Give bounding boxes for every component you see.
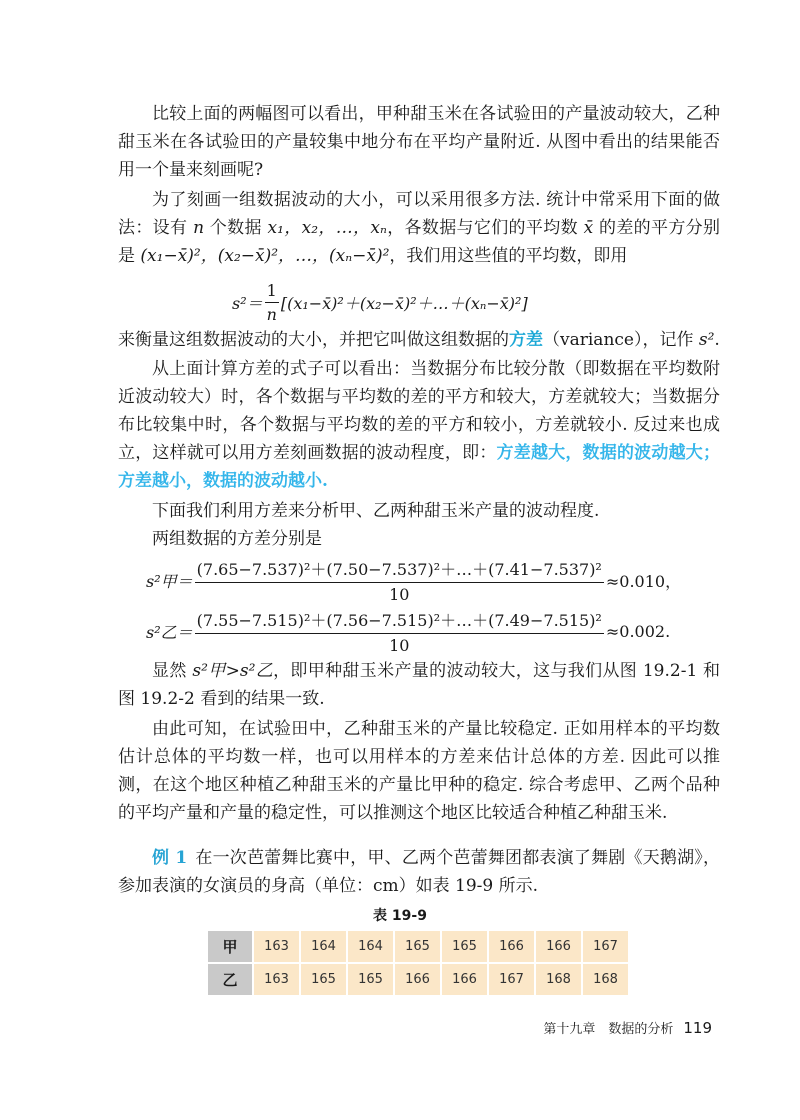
table-cell: 168 <box>583 964 630 997</box>
paragraph-definition: 为了刻画一组数据波动的大小，可以采用很多方法. 统计中常采用下面的做法：设有 n 个数据 x₁，x₂，…，xₙ，各数据与它们的平均数 x̄ 的差的平方分别是 (x₁−x̄)²，(x₂−x̄)²，…，(xₙ−x̄)²，我们用这些值的平均数，即用 <box>118 190 721 266</box>
table-cell: 164 <box>348 931 395 964</box>
paragraph-comparison-result: 显然 s²甲>s²乙，即甲种甜玉米产量的波动较大，这与我们从图 19.2-1 和图 19.2-2 看到的结果一致. <box>118 661 721 709</box>
variance-yi-formula: s²乙＝ $\frac{\text{(7.55−7.515)²＋(7.56−7.515)²＋…＋(7.49−7.515)²}}{10}$ ≈0.002. <box>146 608 670 655</box>
table-cell: 165 <box>348 964 395 997</box>
table-row <box>208 964 630 997</box>
paragraph-conclusion: 由此可知，在试验田中，乙种甜玉米的产量比较稳定. 正如用样本的平均数估计总体的平均数一样，也可以用样本的方差来估计总体的方差. 因此可以推测，在这个地区种植乙种甜玉米的产量比甲种的稳定. 综合考虑甲、乙两个品种的平均产量和产量的稳定性，可以推测这个地区比较适合种植乙种甜玉米. <box>118 719 720 823</box>
table-cell: 166 <box>442 964 489 997</box>
variance-jia-formula: s²甲＝ $\frac{\text{(7.65−7.537)²＋(7.50−7.537)²＋…＋(7.41−7.537)²}}{10}$ ≈0.010， <box>146 557 681 604</box>
variance-jia-fraction: $\frac{\text{(7.65−7.537)²＋(7.50−7.537)²＋…＋(7.41−7.537)²}}{10}$ <box>196 560 602 604</box>
variance-fraction: $\frac{1}{n}$ <box>266 281 277 324</box>
example-1: 例 1 在一次芭蕾舞比赛中，甲、乙两个芭蕾舞团都表演了舞剧《天鹅湖》，参加表演的女演员的身高（单位：cm）如表 19-9 所示. <box>118 848 720 896</box>
table-row <box>208 931 630 964</box>
table-cell: 163 <box>254 964 301 997</box>
table-cell: 166 <box>395 964 442 997</box>
height-table <box>208 931 630 997</box>
table-cell: 168 <box>536 964 583 997</box>
paragraph-analysis-intro: 下面我们利用方差来分析甲、乙两种甜玉米产量的波动程度. <box>152 501 600 521</box>
variance-term: 方差 <box>509 330 543 350</box>
paragraph-variance-term: 来衡量这组数据波动的大小，并把它叫做这组数据的方差（variance），记作 s². <box>118 330 720 350</box>
row-header: 乙 <box>208 964 254 997</box>
table-cell: 166 <box>489 931 536 964</box>
table-body <box>208 931 630 997</box>
chapter-title: 第十九章 数据的分析 <box>543 1022 674 1037</box>
table-cell: 167 <box>583 931 630 964</box>
table-cell: 166 <box>536 931 583 964</box>
table-cell: 164 <box>301 931 348 964</box>
table-caption: 表 19-9 <box>373 908 427 924</box>
paragraph-comparison: 比较上面的两幅图可以看出，甲种甜玉米在各试验田的产量波动较大，乙种甜玉米在各试验田的产量较集中地分布在平均产量附近. 从图中看出的结果能否用一个量来刻画呢? <box>118 104 720 180</box>
page-number: 119 <box>683 1019 712 1037</box>
example-label: 例 1 <box>152 848 188 868</box>
table-cell: 165 <box>395 931 442 964</box>
variance-yi-fraction: $\frac{\text{(7.55−7.515)²＋(7.56−7.515)²＋…＋(7.49−7.515)²}}{10}$ <box>196 611 602 655</box>
table-cell: 167 <box>489 964 536 997</box>
page-footer <box>543 1018 712 1037</box>
table-cell: 165 <box>301 964 348 997</box>
variance-conclusion: 方差越大，数据的波动越大；方差越小，数据的波动越小. <box>118 443 721 491</box>
table-cell: 163 <box>254 931 301 964</box>
paragraph-interpretation: 从上面计算方差的式子可以看出：当数据分布比较分散（即数据在平均数附近波动较大）时，各个数据与平均数的差的平方和较大，方差就较大；当数据分布比较集中时，各个数据与平均数的差的平方和较小，方差就较小. 反过来也成立，这样就可以用方差刻画数据的波动程度，即：方差越大，数据的波动越大；方差越小，数据的波动越小. <box>118 359 721 491</box>
table-cell: 165 <box>442 931 489 964</box>
paragraph-variances-label: 两组数据的方差分别是 <box>152 529 322 549</box>
variance-formula: s²＝ $\frac{1}{n}$ [(x₁−x̄)²＋(x₂−x̄)²＋…＋(xₙ−x̄)²] <box>232 281 528 324</box>
row-header: 甲 <box>208 931 254 964</box>
